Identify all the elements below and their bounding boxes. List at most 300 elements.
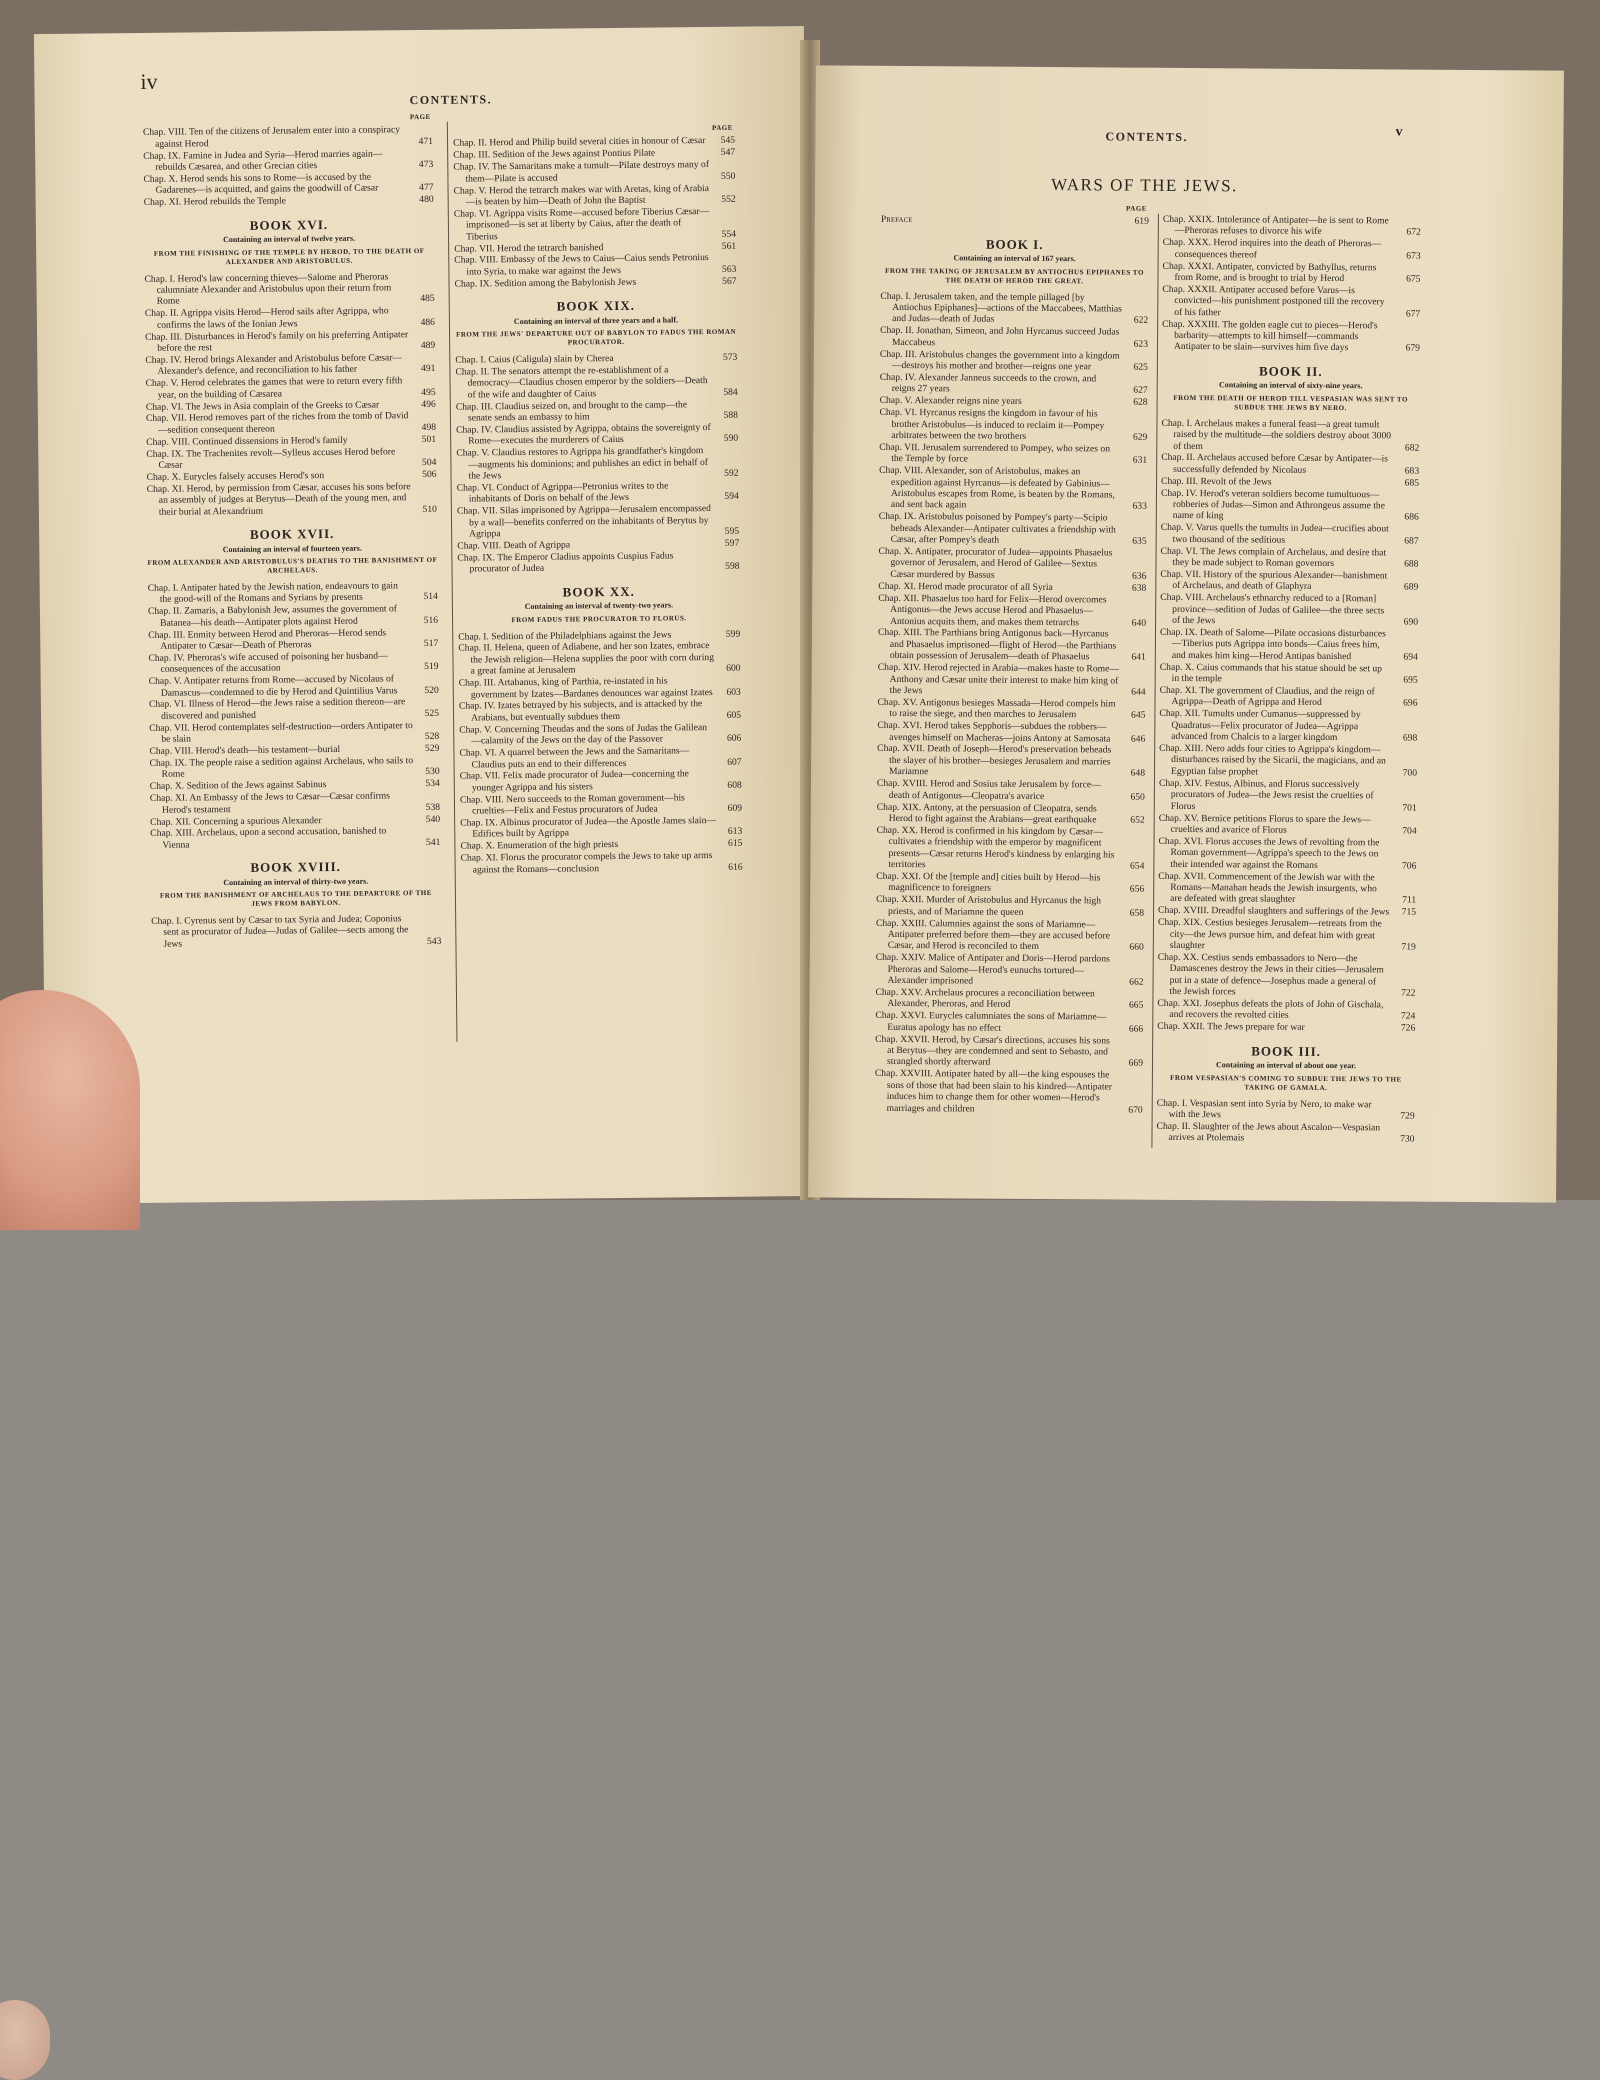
toc-entry: [457, 550, 739, 576]
entry-page: 584: [723, 386, 738, 398]
entry-title: Chap. VI. The Jews in Asia complain of the Greeks to Cæsar: [145, 399, 380, 413]
entry-page: 629: [1132, 431, 1148, 443]
toc-entry: [1161, 522, 1419, 547]
book-interval: Containing an interval of three years and a half.: [513, 314, 678, 326]
toc-entry: [1162, 260, 1420, 285]
entry-title: Chap. XIII. The Parthians bring Antigonus back—Hyrcanus and Phasaelus imprisoned—flight of Herod—the Parthians obtain possession of Jerusalem—death of Phasaelus: [877, 627, 1117, 663]
toc-entry: [876, 917, 1144, 953]
entry-page: 597: [724, 537, 740, 549]
entry-title: Chap. III. Enmity between Herod and Pheroras—Herod sends Antipater to Cæsar—Death of Pheroras: [148, 626, 387, 652]
entry-page: 595: [724, 525, 740, 537]
entry-page: 489: [420, 339, 436, 352]
toc-entry: [454, 182, 736, 208]
toc-entry: [879, 465, 1147, 512]
entry-title: Chap. XXIV. Malice of Antipater and Doris—Herod pardons Pheroras and Salome—Herod's eunuchs tortured—Alexander imprisoned: [875, 952, 1110, 987]
entry-title: Chap. VI. Hyrcanus resigns the kingdom in favour of his brother Aristobulus—is induced to reclaim it—Pompey arbitrates between the two brothers: [879, 407, 1105, 442]
book-period: FROM THE JEWS' DEPARTURE OUT OF BABYLON TO FADUS THE ROMAN PROCURATOR.: [456, 327, 737, 347]
toc-entry: [143, 171, 433, 197]
book-heading: BOOK II.: [1258, 363, 1323, 379]
toc-entry: [148, 626, 438, 652]
entry-title: Chap. XVI. Florus accuses the Jews of revolting from the Roman government—Agrippa's speech to the Jews on their intended war against the Romans: [1158, 835, 1380, 871]
book-interval: Containing an interval of fourteen years.: [222, 543, 362, 554]
toc-entry: [150, 825, 440, 851]
book-period: FROM THE TAKING OF JERUSALEM BY ANTIOCHUS EPIPHANES TO THE DEATH OF HEROD THE GREAT.: [885, 266, 1144, 285]
book-heading: BOOK I.: [985, 236, 1044, 252]
entry-title: Chap. IX. Sedition among the Babylonish Jews: [454, 276, 637, 290]
page-column-label: PAGE: [711, 123, 733, 132]
entry-page: 613: [727, 826, 743, 838]
entry-title: Chap. XXII. The Jews prepare for war: [1157, 1021, 1305, 1034]
entry-page: 547: [720, 147, 736, 159]
book-heading: BOOK XVII.: [249, 526, 335, 542]
toc-entry: [149, 673, 439, 699]
toc-entry: [459, 721, 741, 747]
toc-entry: [453, 159, 735, 185]
toc-entry: [455, 364, 737, 401]
entry-page: 473: [418, 159, 434, 171]
entry-page: 656: [1129, 883, 1145, 896]
entry-page: 599: [725, 628, 741, 640]
entry-title: Chap. II. Archelaus accused before Cæsar by Antipater—is successfully defended by Nicolaus: [1161, 452, 1388, 476]
contents-column-left: [143, 112, 442, 951]
entry-page: 628: [1133, 396, 1148, 409]
entry-page: 673: [1406, 250, 1421, 262]
entry-page: 700: [1402, 767, 1418, 779]
entry-title: Chap. I. Vespasian sent into Syria by Nero, to make war with the Jews: [1156, 1097, 1372, 1121]
entry-page: 652: [1130, 814, 1145, 826]
entry-title: Chap. XX. Cestius sends embassadors to Nero—the Damascenes destroy the Jews in their cities—Jerusalem put in a state of defence—Josephus made a general of the Jewish forces: [1157, 951, 1384, 998]
entry-title: Chap. IX. Famine in Judea and Syria—Herod marries again—rebuilds Cæsarea, and other Grecian cities: [143, 148, 383, 173]
toc-entry: [1158, 836, 1416, 872]
entry-page: 640: [1131, 617, 1147, 629]
toc-entry: [146, 446, 436, 472]
entry-page: 520: [424, 684, 439, 696]
toc-entry: [876, 825, 1144, 872]
entry-page: 519: [424, 661, 439, 673]
toc-entry: [1157, 1097, 1415, 1122]
entry-page: 606: [726, 732, 742, 745]
entry-title: Chap. IX. Death of Salome—Pilate occasions disturbances—Tiberius puts Agrippa into bonds—Caius frees him, and makes him king—Herod Antipas banished: [1159, 626, 1386, 662]
entry-page: 679: [1405, 342, 1421, 355]
toc-entry: [149, 696, 439, 722]
toc-entry: [149, 755, 439, 781]
toc-entry: [875, 1068, 1143, 1115]
entry-title: Chap. VI. A quarrel between the Jews and the Samaritans—Claudius puts an end to their differences: [459, 745, 690, 771]
entry-title: Chap. IV. Alexander Janneus succeeds to the crown, and reigns 27 years: [879, 371, 1097, 395]
toc-entry: [150, 790, 440, 816]
entry-page: 715: [1401, 906, 1417, 918]
entry-page: 550: [720, 170, 736, 182]
entry-title: Chap. XIII. Archelaus, upon a second accusation, banished to Vienna: [150, 825, 387, 851]
entry-title: Chap. X. Antipater, procurator of Judea—appoints Phasaelus governor of Jerusalem, and Herod of Galilee—Sextus Cæsar murdered by Bassus: [878, 545, 1113, 581]
preface-page: 619: [1134, 216, 1149, 228]
entry-page: 491: [420, 363, 436, 375]
entry-page: 658: [1129, 907, 1145, 919]
entry-title: Chap. V. Claudius restores to Agrippa his grandfather's kingdom—augments his dominions; and publishes an edict in behalf of the Jews: [456, 445, 709, 482]
toc-entry: [1161, 418, 1419, 454]
entry-page: 485: [420, 293, 435, 305]
entry-page: 609: [727, 802, 743, 814]
toc-entry: [879, 442, 1147, 467]
page-number: iv: [140, 68, 158, 94]
toc-entry: [460, 791, 742, 817]
entry-title: Chap. V. Concerning Theudas and the sons of Judas the Galilean—calamity of the Jews on the day of the Passover: [459, 721, 708, 747]
entry-page: 711: [1402, 894, 1417, 906]
entry-title: Chap. XI. Florus the procurator compels the Jews to take up arms against the Romans—conclusion: [460, 850, 713, 876]
toc-entry: [877, 778, 1145, 803]
toc-entry: [144, 270, 434, 307]
book-period: FROM ALEXANDER AND ARISTOBULUS'S DEATHS TO THE BANISHMENT OF ARCHELAUS.: [147, 555, 438, 575]
entry-page: 696: [1403, 697, 1418, 710]
entry-page: 660: [1129, 941, 1144, 954]
toc-entry: [875, 987, 1143, 1012]
entry-title: Chap. XVIII. Herod and Sosius take Jerusalem by force—death of Antigonus—Cleopatra's avarice: [876, 778, 1101, 802]
entry-page: 615: [727, 838, 743, 850]
toc-entry: [880, 349, 1148, 374]
entry-title: Chap. XI. An Embassy of the Jews to Cæsar—Cæsar confirms Herod's testament: [149, 790, 391, 816]
entry-title: Chap. VI. Agrippa visits Rome—accused before Tiberius Cæsar—imprisoned—is set at liberty by Caius, after the death of Tiberius: [453, 205, 710, 243]
book-heading: BOOK XVI.: [249, 216, 329, 233]
entry-page: 594: [724, 491, 739, 503]
entry-page: 682: [1404, 442, 1420, 454]
entry-title: Chap. XXVII. Herod, by Cæsar's directions, accuses his sons at Berytus—they are condemned and sent to Sebasto, and strangled shortly afterward: [875, 1033, 1110, 1069]
entry-title: Chap. I. Sedition of the Philadelphians against the Jews: [458, 628, 672, 643]
entry-page: 588: [723, 409, 738, 421]
toc-entry: [1157, 1021, 1415, 1034]
entry-page: 698: [1402, 732, 1418, 744]
entry-page: 666: [1128, 1023, 1144, 1035]
entry-title: Chap. X. Eurycles falsely accuses Herod's son: [146, 470, 325, 483]
entry-page: 683: [1404, 465, 1420, 477]
entry-title: Chap. X. Sedition of the Jews against Sabinus: [149, 779, 327, 793]
toc-entry: [878, 593, 1146, 629]
entry-title: Chap. VI. The Jews complain of Archelaus, and desire that they be made subject to Roman governors: [1160, 545, 1387, 570]
toc-entry: [1158, 870, 1416, 906]
entry-title: Chap. IV. Herod's veteran soldiers become tumultuous—robberies of Judas—Simon and Athrongeus assume the name of king: [1160, 487, 1386, 522]
toc-entry: [1162, 318, 1420, 354]
entry-page: 730: [1400, 1133, 1415, 1145]
toc-entry: [456, 398, 738, 424]
entry-page: 486: [420, 316, 435, 328]
entry-title: Chap. V. Herod celebrates the games that were to return every fifth year, on the building of Cæsarea: [145, 375, 403, 401]
left-page: [34, 26, 816, 1204]
toc-entry: [1160, 545, 1418, 570]
toc-entry: [460, 768, 742, 794]
entry-title: Chap. II. Jonathan, Simeon, and John Hyrcanus succeed Judas Maccabeus: [880, 325, 1120, 348]
entry-title: Chap. X. Enumeration of the high priests: [460, 839, 619, 852]
book-interval: Containing an interval of about one year.: [1215, 1060, 1356, 1071]
entry-page: 726: [1400, 1022, 1416, 1034]
toc-entry: [877, 743, 1145, 779]
entry-page: 477: [419, 182, 434, 194]
entry-page: 686: [1404, 511, 1419, 524]
entry-page: 545: [720, 135, 736, 147]
entry-page: 635: [1132, 535, 1147, 547]
toc-entry: [1162, 284, 1420, 320]
toc-entry: [878, 627, 1146, 663]
entry-title: Chap. IV. Herod brings Alexander and Aristobulus before Cæsar—Alexander's defence, and reconciliation to his father: [145, 352, 403, 378]
preface-entry: [881, 214, 1149, 227]
entry-title: Chap. II. Herod and Philip build several cities in honour of Cæsar: [453, 135, 706, 150]
entry-title: Chap. XVII. Death of Joseph—Herod's preservation beheads the slayer of his brother—besieges Jerusalem and marries Mariamne: [877, 743, 1112, 778]
entry-title: Chap. II. The senators attempt the re-establishment of a democracy—Claudius chosen emperor by the soldiers—Death of the wife and daughter of Caius: [455, 364, 708, 401]
entry-title: Chap. III. Revolt of the Jews: [1161, 475, 1272, 488]
toc-entry: [144, 194, 434, 208]
entry-title: Chap. VIII. Continued dissensions in Herod's family: [146, 434, 348, 448]
entry-title: Chap. XVI. Herod takes Sepphoris—subdues the robbers—avenges himself on Macheras—joins Antony at Samosata: [877, 720, 1111, 745]
book-period: FROM THE FINISHING OF THE TEMPLE BY HEROD, TO THE DEATH OF ALEXANDER AND ARISTOBULUS.: [153, 246, 425, 266]
entry-title: Chap. VI. Illness of Herod—the Jews raise a sedition thereon—are discovered and punished: [148, 696, 406, 722]
entry-page: 701: [1402, 802, 1417, 814]
entry-page: 480: [419, 194, 434, 206]
entry-title: Chap. IV. Izates betrayed by his subjects, and is attacked by the Arabians, but eventually subdues them: [458, 698, 703, 724]
book-interval: Containing an interval of 167 years.: [953, 253, 1076, 264]
contents-column-right: [1156, 214, 1420, 1146]
entry-title: Chap. I. Cyrenus sent by Cæsar to tax Syria and Judea; Coponius sent as procurator of Judea—Judas of Galilee—sects among the Jews: [151, 913, 409, 950]
entry-page: 625: [1133, 361, 1148, 373]
entry-title: Chap. XXVI. Eurycles calumniates the sons of Mariamne—Euratus apology has no effect: [875, 1010, 1107, 1034]
entry-page: 677: [1405, 308, 1421, 320]
entry-page: 541: [425, 836, 441, 848]
entry-title: Chap. VII. Herod contemplates self-destruction—orders Antipater to be slain: [149, 719, 413, 745]
entry-page: 529: [424, 742, 440, 755]
toc-entry: [143, 124, 433, 150]
entry-page: 648: [1130, 767, 1146, 779]
toc-entry: [1160, 627, 1418, 663]
toc-entry: [1159, 812, 1417, 837]
toc-entry: [878, 546, 1146, 582]
toc-entry: [456, 422, 738, 448]
book-interval: Containing an interval of thirty-two years.: [223, 876, 369, 887]
right-page: [808, 65, 1564, 1202]
entry-title: Chap. III. Disturbances in Herod's family on his preferring Antipater before the rest: [145, 328, 409, 354]
page-column-label: PAGE: [409, 112, 431, 122]
entry-page: 690: [1403, 616, 1419, 628]
toc-entry: [877, 801, 1145, 826]
entry-page: 694: [1403, 651, 1418, 663]
entry-page: 706: [1401, 860, 1417, 872]
entry-title: Chap. XVIII. Dreadful slaughters and sufferings of the Jews: [1158, 905, 1390, 918]
entry-page: 592: [724, 467, 739, 479]
entry-page: 627: [1133, 385, 1148, 397]
entry-title: Chap. VII. Herod removes part of the riches from the tomb of David—sedition consequent thereon: [145, 410, 409, 436]
toc-entry: [459, 745, 741, 771]
entry-title: Chap. XIV. Festus, Albinus, and Florus successively procurators of Judea—the Jews resist the cruelties of Florus: [1158, 777, 1374, 812]
entry-page: 704: [1402, 825, 1417, 837]
entry-title: Chap. I. Jerusalem taken, and the temple pillaged [by Antiochus Epiphanes]—actions of the Maccabees, Matthias and Judas—death of Judas: [880, 290, 1122, 326]
toc-entry: [1158, 917, 1416, 953]
entry-title: Chap. XI. The government of Claudius, and the reign of Agrippa—Death of Agrippa and Herod: [1159, 684, 1375, 709]
entry-page: 605: [726, 709, 742, 721]
book-heading: BOOK XVIII.: [250, 859, 341, 876]
entry-page: 552: [721, 193, 736, 205]
running-head: CONTENTS.: [409, 92, 493, 108]
entry-page: 650: [1130, 791, 1145, 803]
entry-page: 685: [1404, 477, 1420, 489]
toc-entry: [880, 372, 1148, 397]
toc-entry: [146, 410, 436, 436]
entry-page: 665: [1128, 1000, 1144, 1012]
entry-page: 672: [1406, 226, 1421, 239]
entry-title: Chap. VII. Felix made procurator of Judea—concerning the younger Agrippa and his sisters: [459, 768, 689, 794]
toc-entry: [879, 511, 1147, 547]
entry-page: 525: [424, 707, 440, 719]
book-period: FROM THE DEATH OF HEROD TILL VESPASIAN WAS SENT TO SUBDUE THE JEWS BY NERO.: [1173, 393, 1408, 412]
entry-title: Chap. VIII. Alexander, son of Aristobulus, makes an expedition against Hyrcanus—is defeated by Gabinius—Aristobulus escapes from Rome, is beaten by the Romans, and sent back again: [879, 465, 1115, 511]
entry-title: Chap. IV. Claudius assisted by Agrippa, obtains the sovereignty of Rome—executes the murderers of Caius: [456, 421, 711, 447]
entry-title: Chap. XIX. Antony, at the persuasion of Cleopatra, sends Herod to fight against the Arabians—great earthquake: [876, 801, 1097, 826]
entry-title: Chap. II. Helena, queen of Adiabene, and her son Izates, embrace the Jewish religion—Helena supplies the poor with corn during a great famine at Jerusalem: [458, 640, 715, 677]
entry-title: Chap. XXXI. Antipater, convicted by Bathyllus, returns from Rome, and is brought to trial by Herod: [1162, 260, 1377, 285]
entry-title: Chap. I. Herod's law concerning thieves—Salome and Pheroras calumniate Alexander and Aristobulus upon their return from Rome: [144, 270, 392, 308]
entry-title: Chap. V. Varus quells the tumults in Judea—crucifies about two thousand of the seditious: [1160, 522, 1389, 546]
entry-page: 516: [423, 614, 439, 626]
toc-entry: [148, 580, 438, 606]
toc-entry: [1159, 685, 1417, 710]
entry-page: 603: [726, 686, 741, 698]
toc-entry: [1161, 487, 1419, 523]
entry-page: 687: [1404, 535, 1419, 547]
entry-title: Chap. VIII. Ten of the citizens of Jerusalem enter into a conspiracy against Herod: [142, 124, 401, 150]
toc-entry: [148, 603, 438, 629]
entry-title: Chap. XXXII. Antipater accused before Varus—is convicted—his punishment postponed till the recovery of his father: [1162, 283, 1385, 318]
toc-entry: [460, 850, 742, 876]
entry-page: 567: [722, 275, 737, 287]
entry-title: Chap. IV. Pheroras's wife accused of poisoning her husband—consequences of the accusation: [148, 650, 388, 676]
entry-title: Chap. XXI. Of the [temple and] cities built by Herod—his magnificence to foreigners: [876, 870, 1101, 894]
entry-page: 573: [722, 351, 738, 363]
entry-page: 530: [425, 766, 440, 778]
toc-entry: [876, 952, 1144, 988]
toc-entry: [879, 407, 1147, 443]
toc-entry: [145, 328, 435, 354]
entry-title: Chap. III. Artabanus, king of Parthia, re-instated in his government by Izates—Bardanes denounces war against Izates: [458, 675, 713, 701]
toc-entry: [456, 445, 738, 482]
entry-page: 504: [421, 456, 437, 469]
entry-title: Chap. X. Caius commands that his statue should be set up in the temple: [1159, 661, 1383, 685]
entry-page: 598: [725, 561, 740, 573]
entry-title: Chap. XV. Bernice petitions Florus to spare the Jews—cruelties and avarice of Florus: [1158, 812, 1371, 836]
entry-page: 695: [1403, 674, 1418, 686]
toc-entry: [1157, 952, 1415, 999]
entry-title: Chap. XXVIII. Antipater hated by all—the king espouses the sons of those that had been slain to his kindred—Antipater induces him to change them for other women—Herod's marriages and children: [874, 1068, 1113, 1115]
toc-entry: [877, 697, 1145, 722]
entry-page: 543: [426, 935, 442, 947]
entry-page: 654: [1129, 860, 1145, 872]
entry-title: Chap. V. Herod the tetrarch makes war with Aretas, king of Arabia—is beaten by him—Death of John the Baptist: [453, 182, 710, 208]
entry-page: 538: [425, 801, 441, 813]
toc-entry: [875, 1010, 1143, 1035]
page-column-label: PAGE: [1126, 204, 1147, 213]
book-heading: BOOK III.: [1251, 1043, 1321, 1059]
book-heading: BOOK XIX.: [556, 297, 636, 314]
entry-title: Chap. XXIII. Calumnies against the sons of Mariamne—Antipater preferred before them—they are accused before Cæsar, and Herod is reconciled to them: [875, 917, 1111, 953]
toc-entry: [1161, 452, 1419, 477]
entry-page: 534: [425, 778, 440, 790]
entry-page: 607: [727, 756, 742, 768]
entry-title: Chap. V. Antipater returns from Rome—accused by Nicolaus of Damascus—condemned to die by Herod and Quintilius Varus: [148, 673, 398, 699]
toc-entry: [145, 352, 435, 378]
entry-page: 719: [1401, 941, 1416, 953]
entry-page: 636: [1131, 570, 1147, 582]
entry-page: 510: [422, 503, 437, 515]
entry-page: 638: [1131, 582, 1147, 594]
entry-page: 590: [723, 433, 739, 445]
toc-entry: [457, 480, 739, 506]
toc-entry: [454, 206, 736, 243]
entry-title: Chap. XIX. Cestius besieges Jerusalem—retreats from the city—the Jews pursue him, and defeat him with great slaughter: [1157, 916, 1382, 952]
entry-title: Chap. IX. The people raise a sedition against Archelaus, who sails to Rome: [149, 755, 414, 781]
entry-title: Chap. II. Zamaris, a Babylonish Jew, assumes the government of Batanea—his death—Antipater plots against Herod: [147, 603, 398, 629]
entry-page: 662: [1129, 976, 1144, 988]
toc-entry: [1160, 662, 1418, 687]
entry-title: Chap. VIII. Embassy of the Jews to Caius—Caius sends Petronius into Syria, to make war against the Jews: [454, 252, 709, 278]
toc-entry: [1163, 214, 1421, 239]
entry-page: 506: [422, 468, 437, 480]
book-interval: Containing an interval of sixty-nine years.: [1218, 380, 1363, 391]
entry-page: 644: [1131, 686, 1146, 698]
entry-page: 501: [421, 433, 437, 445]
entry-title: Chap. XXX. Herod inquires into the death of Pheroras—consequences thereof: [1162, 237, 1382, 261]
toc-entry: [878, 662, 1146, 698]
entry-page: 540: [425, 813, 441, 825]
entry-page: 517: [423, 637, 439, 649]
entry-page: 498: [421, 421, 437, 433]
entry-title: Chap. XII. Tumults under Cumanus—suppressed by Quadratus—Felix procurator of Judea—Agrippa advanced from Chalcis to a larger kingdom: [1159, 708, 1361, 744]
toc-entry: [149, 720, 439, 746]
toc-entry: [1160, 569, 1418, 594]
entry-title: Chap. III. Claudius seized on, and brought to the camp—the senate sends an embassy to him: [455, 398, 688, 424]
book-interval: Containing an interval of twenty-two years.: [524, 600, 674, 612]
entry-page: 675: [1406, 273, 1421, 285]
entry-title: Chap. XI. Herod made procurator of all Syria: [878, 580, 1053, 593]
entry-page: 631: [1132, 454, 1148, 467]
book-period: FROM THE BANISHMENT OF ARCHELAUS TO THE DEPARTURE OF THE JEWS FROM BABYLON.: [159, 889, 432, 908]
entry-title: Chap. XV. Antigonus besieges Massada—Herod compels him to raise the siege, and then marches to Jerusalem: [877, 696, 1116, 721]
toc-entry: [1157, 998, 1415, 1023]
entry-page: 688: [1404, 558, 1419, 570]
running-head: CONTENTS.: [1105, 129, 1189, 145]
entry-page: 600: [726, 662, 741, 675]
toc-entry: [1159, 708, 1417, 744]
entry-title: Chap. XXV. Archelaus procures a reconciliation between Alexander, Pheroras, and Herod: [875, 986, 1095, 1011]
entry-page: 623: [1133, 338, 1149, 350]
entry-title: Chap. XIV. Herod rejected in Arabia—makes haste to Rome—Anthony and Cæsar unite their interest to make him king of the Jews: [877, 661, 1119, 697]
entry-title: Chap. X. Herod sends his sons to Rome—is accused by the Gadarenes—is acquitted, and gains the goodwill of Cæsar: [143, 171, 379, 197]
toc-entry: [454, 276, 736, 290]
contents-column-left: [875, 202, 1149, 1116]
entry-title: Chap. III. Sedition of the Jews against Pontius Pilate: [453, 147, 656, 161]
toc-entry: [1159, 743, 1417, 779]
entry-page: 729: [1400, 1110, 1415, 1122]
entry-page: 563: [721, 263, 737, 275]
entry-page: 496: [421, 398, 436, 410]
entry-page: 561: [721, 240, 737, 252]
entry-page: 495: [421, 386, 436, 398]
book-period: FROM VESPASIAN'S COMING TO SUBDUE THE JEWS TO THE TAKING OF GAMALA.: [1170, 1073, 1402, 1092]
entry-title: Chap. IV. The Samaritans make a tumult—Pilate destroys many of them—Pilate is accused: [453, 159, 710, 185]
toc-entry: [151, 913, 441, 950]
toc-entry: [147, 481, 437, 518]
entry-page: 616: [728, 861, 743, 873]
contents-column-right: [453, 123, 743, 876]
entry-page: 633: [1132, 501, 1147, 513]
toc-entry: [458, 640, 740, 677]
entry-title: Chap. VII. Jerusalem surrendered to Pompey, who seizes on the Temple by force: [879, 441, 1111, 465]
entry-page: 554: [721, 228, 737, 240]
entry-title: Chap. XII. Phasaelus too hard for Felix—Herod overcomes Antigonus—the Jews accuse Herod and Phasaelus—Antonius acquits them, and makes them tetrarchs: [878, 592, 1107, 628]
entry-title: Chap. XX. Herod is confirmed in his kingdom by Cæsar—cultivates a friendship with the emperor by magnificent presents—Cæsar returns Herod's kindness by enlarging his territories: [876, 824, 1115, 871]
